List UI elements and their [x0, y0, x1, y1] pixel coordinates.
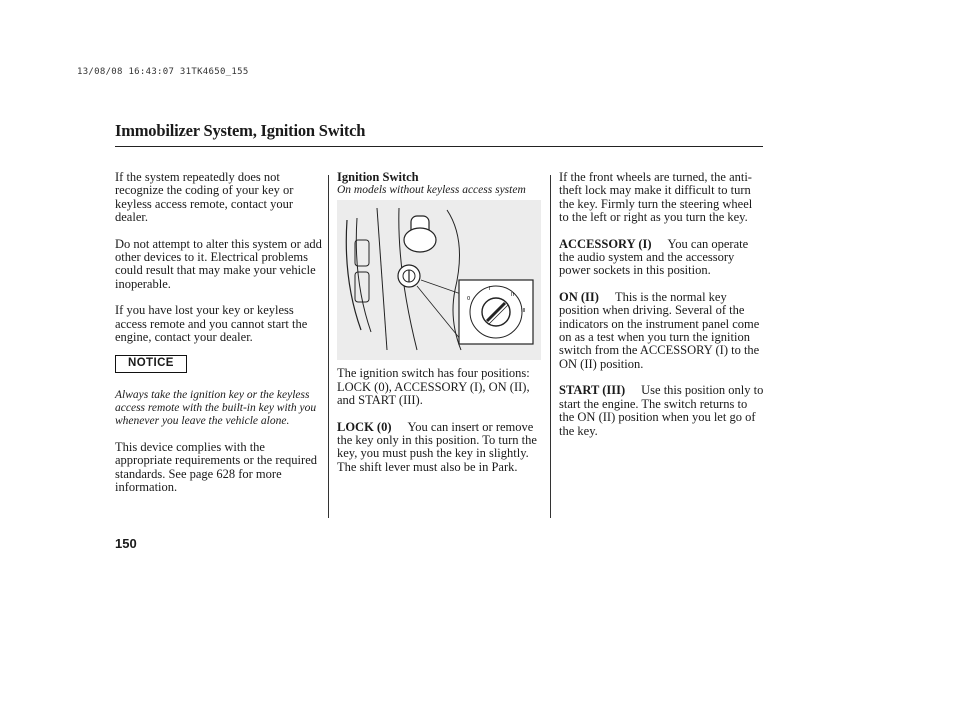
column-left: [115, 171, 323, 508]
paragraph-compliance: This device complies with the appropriate requirements or the required standards. See page 628 for more information.: [115, 439, 317, 495]
paragraph-accessory-position: [559, 238, 764, 278]
paragraph-switch-positions: The ignition switch has four positions: LOCK (0), ACCESSORY (I), ON (II), and START (III).: [337, 366, 530, 408]
page-title: Immobilizer System, Ignition Switch: [115, 121, 366, 140]
column-middle: [337, 171, 542, 487]
ignition-switch-illustration: [337, 200, 541, 360]
position-label-start: III: [521, 308, 526, 315]
notice-badge: NOTICE: [115, 355, 187, 372]
term-start: START (III): [559, 383, 626, 398]
column-divider-2: [550, 175, 551, 518]
paragraph-start-position: [559, 384, 764, 438]
term-accessory: ACCESSORY (I): [559, 236, 652, 251]
paragraph-on-position: [559, 291, 764, 371]
term-on: ON (II): [559, 289, 599, 304]
section-heading-ignition-switch: Ignition Switch: [337, 170, 419, 184]
description-start: Use this position only to start the engine. The switch returns to the ON (II) position when you let go of the key.: [559, 383, 764, 438]
column-divider-1: [328, 175, 329, 518]
position-label-on: II: [511, 292, 514, 299]
title-rule: [115, 146, 763, 147]
print-stamp: 13/08/08 16:43:07 31TK4650_155: [77, 67, 249, 77]
term-lock: LOCK (0): [337, 419, 392, 434]
description-accessory: You can operate the audio system and the accessory power sockets in this position.: [559, 236, 749, 278]
paragraph-front-wheels: If the front wheels are turned, the anti-theft lock may make it difficult to turn the key. Firmly turn the steering wheel to the left or right as you turn the key.: [559, 170, 753, 225]
description-on: This is the normal key position when driving. Several of the indicators on the instrument panel come on as a test when you turn the ignition switch from the ACCESSORY (I) to the ON (II) position.: [559, 289, 760, 371]
section-subheading: On models without keyless access system: [337, 184, 526, 197]
position-label-lock: 0: [467, 296, 471, 303]
description-lock: You can insert or remove the key only in this position. To turn the key, you must push the key in slightly. The shift lever must also be in Park.: [337, 419, 537, 474]
notice-text: Always take the ignition key or the keyless access remote with the built-in key with you whenever you leave the vehicle alone.: [115, 388, 317, 427]
paragraph-dealer-contact: If the system repeatedly does not recognize the coding of your key or keyless access remote, contact your dealer.: [115, 170, 294, 225]
paragraph-lock-position: [337, 421, 542, 475]
page-number: 150: [115, 536, 137, 551]
position-label-acc: I: [489, 286, 491, 293]
paragraph-lost-key: If you have lost your key or keyless access remote and you cannot start the engine, contact your dealer.: [115, 303, 308, 345]
column-right: [559, 171, 764, 451]
paragraph-do-not-alter: Do not attempt to alter this system or add other devices to it. Electrical problems could result that may make your vehicle inoperable.: [115, 236, 322, 291]
